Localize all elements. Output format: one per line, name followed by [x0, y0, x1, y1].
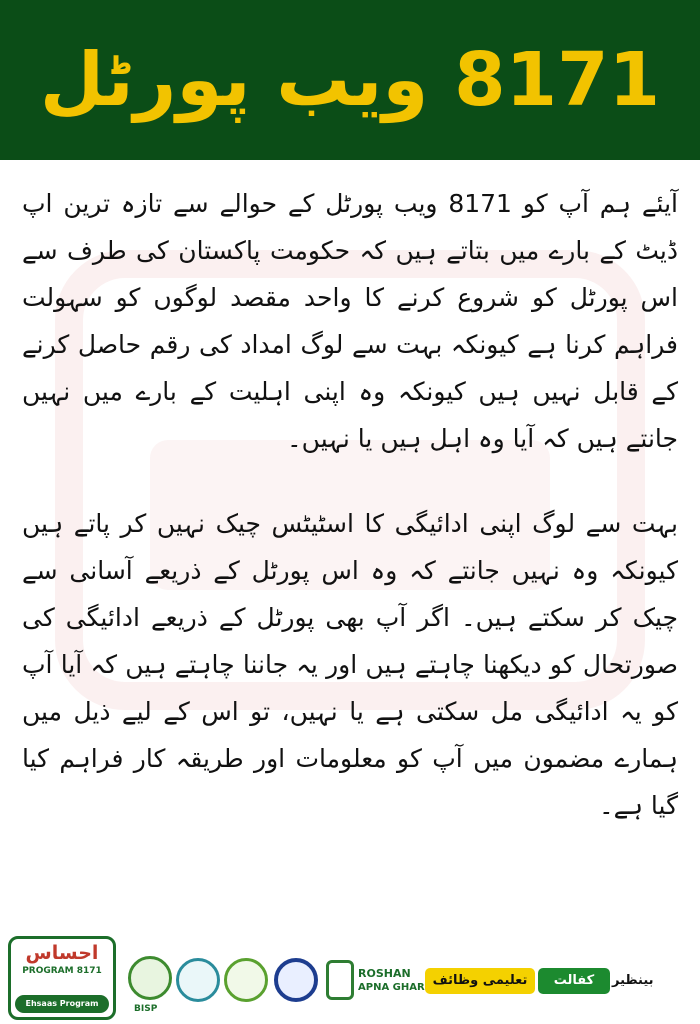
- bisp-logo-icon: [128, 956, 172, 1000]
- ehsaas-logo: [8, 936, 116, 1020]
- header-banner: [0, 0, 700, 160]
- taleemi-wazaif-badge: تعلیمی وظائف: [425, 968, 535, 994]
- apna-ghar-label: APNA GHAR: [358, 982, 425, 993]
- article-body: [22, 180, 678, 829]
- bisp-label: BISP: [134, 1004, 158, 1014]
- ehsaas-name: احساس: [25, 942, 99, 964]
- hands-logo-icon: [176, 958, 220, 1002]
- roshan-label: ROSHAN: [358, 967, 411, 980]
- paragraph: بہت سے لوگ اپنی ادائیگی کا اسٹیٹس چیک نہیں کر پاتے ہیں کیونکہ وہ نہیں جانتے کہ وہ اس پورٹل کے ذریعے آسانی سے چیک کر سکتے ہیں۔ اگر آپ بھی پورٹل کے ذریعے ادائیگی کی صورتحال کو دیکھنا چاہتے ہیں اور یہ جاننا چاہتے ہیں کہ آیا آپ کو یہ ادائیگی مل سکتی ہے یا نہیں، تو اس کے لیے ذیل میں ہمارے مضمون میں آپ کو معلومات اور طریقہ کار فراہم کیا گیا ہے۔: [22, 509, 678, 820]
- benazir-label: بینظیر: [612, 973, 654, 988]
- paragraph: آیئے ہم آپ کو 8171 ویب پورٹل کے حوالے سے تازہ ترین اپ ڈیٹ کے بارے میں بتاتے ہیں کہ حکومت پاکستان کی طرف سے اس پورٹل کو شروع کرنے کا واحد مقصد لوگوں کو سہولت فراہم کرنا ہے کیونکہ بہت سے لوگ امداد کی رقم حاصل کرنے کے قابل نہیں ہیں کیونکہ وہ اپنی اہلیت کے بارے میں نہیں جانتے ہیں کہ آیا وہ اہل ہیں یا نہیں۔: [22, 189, 678, 453]
- ehsaas-program-label: Ehsaas Program: [15, 995, 109, 1013]
- leaf-logo-icon: [224, 958, 268, 1002]
- kafalat-badge: کفالت: [538, 968, 610, 994]
- footer-logo-strip: [0, 934, 700, 1024]
- govt-seal-icon: [274, 958, 318, 1002]
- ehsaas-sub: PROGRAM 8171: [22, 966, 102, 976]
- house-logo-icon: [326, 960, 354, 1000]
- page-title: 8171 ویب پورٹل: [39, 37, 661, 123]
